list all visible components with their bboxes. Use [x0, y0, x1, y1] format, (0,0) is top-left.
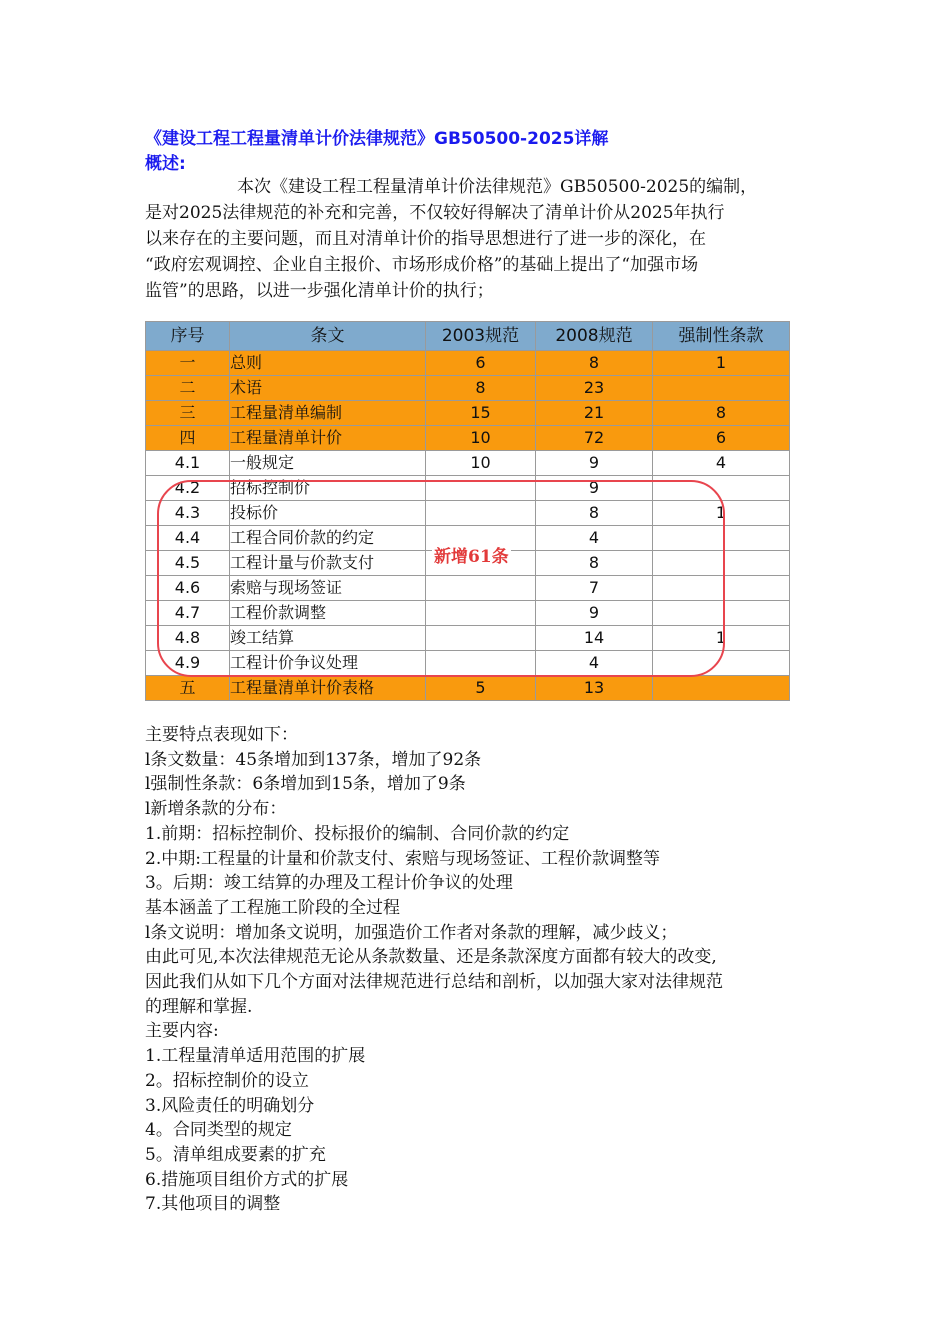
table-cell: 8 — [536, 551, 653, 576]
table-cell: 10 — [426, 451, 536, 476]
table-cell: 5 — [426, 676, 536, 701]
table-cell — [426, 651, 536, 676]
table-cell — [653, 676, 790, 701]
table-cell — [426, 601, 536, 626]
body-line: 5。清单组成要素的扩充 — [145, 1144, 326, 1165]
table-cell: 4.3 — [146, 501, 230, 526]
table-cell: 工程计量与价款支付 — [230, 551, 426, 576]
body-line: 4。合同类型的规定 — [145, 1120, 292, 1141]
table-cell: 4.6 — [146, 576, 230, 601]
body-line: 7.其他项目的调整 — [145, 1194, 281, 1215]
table-cell: 竣工结算 — [230, 626, 426, 651]
spec-comparison-table-image — [145, 321, 789, 706]
table-cell: 总则 — [230, 351, 426, 376]
body-line: l新增条款的分布： — [145, 799, 287, 820]
body-line: 的理解和掌握. — [145, 996, 253, 1017]
header-cell: 2008规范 — [536, 322, 653, 351]
table-cell — [653, 526, 790, 551]
table-cell — [653, 651, 790, 676]
table-row — [146, 651, 790, 676]
table-row — [146, 501, 790, 526]
table-cell: 1 — [653, 626, 790, 651]
new-items-annotation: 新增61条 — [432, 542, 511, 567]
table-cell: 一 — [146, 351, 230, 376]
table-cell: 7 — [536, 576, 653, 601]
table-cell: 二 — [146, 376, 230, 401]
intro-line: “政府宏观调控、企业自主报价、市场形成价格”的基础上提出了“加强市场 — [145, 255, 699, 275]
body-line: 基本涵盖了工程施工阶段的全过程 — [145, 897, 400, 918]
table-cell: 工程量清单计价表格 — [230, 676, 426, 701]
table-row — [146, 351, 790, 376]
table-cell: 工程价款调整 — [230, 601, 426, 626]
table-cell: 4.9 — [146, 651, 230, 676]
table-cell: 72 — [536, 426, 653, 451]
header-cell: 条文 — [230, 322, 426, 351]
table-cell: 4.4 — [146, 526, 230, 551]
table-cell — [426, 476, 536, 501]
table-row — [146, 476, 790, 501]
body-line: 2。招标控制价的设立 — [145, 1070, 309, 1091]
table-cell: 8 — [653, 401, 790, 426]
table-row — [146, 451, 790, 476]
body-line: 由此可见,本次法律规范无论从条款数量、还是条款深度方面都有较大的改变, — [145, 947, 717, 968]
table-row — [146, 626, 790, 651]
body-line: 主要内容: — [145, 1021, 219, 1042]
document-title: 《建设工程工程量清单计价法律规范》GB50500-2025详解 — [145, 129, 609, 149]
table-cell: 4.2 — [146, 476, 230, 501]
table-cell: 15 — [426, 401, 536, 426]
table-cell: 4 — [536, 526, 653, 551]
table-cell: 工程计价争议处理 — [230, 651, 426, 676]
spec-comparison-table — [145, 321, 790, 701]
header-cell: 强制性条款 — [653, 322, 790, 351]
intro-line: 监管”的思路，以进一步强化清单计价的执行； — [145, 281, 494, 301]
body-text — [145, 723, 805, 1217]
body-line: 因此我们从如下几个方面对法律规范进行总结和剖析，以加强大家对法律规范 — [145, 972, 723, 993]
table-cell: 8 — [426, 376, 536, 401]
table-cell: 8 — [536, 351, 653, 376]
intro-line: 本次《建设工程工程量清单计价法律规范》GB50500-2025的编制， — [237, 177, 758, 197]
table-cell — [426, 501, 536, 526]
table-cell: 13 — [536, 676, 653, 701]
table-cell: 10 — [426, 426, 536, 451]
body-line: 1.前期：招标控制价、投标报价的编制、合同价款的约定 — [145, 823, 570, 844]
table-cell: 9 — [536, 476, 653, 501]
table-cell: 6 — [653, 426, 790, 451]
table-cell: 14 — [536, 626, 653, 651]
body-line: 2.中期:工程量的计量和价款支付、索赔与现场签证、工程价款调整等 — [145, 848, 660, 869]
table-row — [146, 376, 790, 401]
body-line: 1.工程量清单适用范围的扩展 — [145, 1046, 366, 1067]
body-line: 主要特点表现如下： — [145, 725, 298, 745]
intro-line: 是对2025法律规范的补充和完善，不仅较好得解决了清单计价从2025年执行 — [145, 203, 725, 223]
table-cell — [653, 376, 790, 401]
table-cell: 4.5 — [146, 551, 230, 576]
body-line: 3.风险责任的明确划分 — [145, 1095, 315, 1116]
table-cell: 招标控制价 — [230, 476, 426, 501]
table-cell: 1 — [653, 351, 790, 376]
table-cell: 4.7 — [146, 601, 230, 626]
table-cell: 9 — [536, 451, 653, 476]
table-cell: 4.1 — [146, 451, 230, 476]
table-cell: 索赔与现场签证 — [230, 576, 426, 601]
intro-line: 以来存在的主要问题，而且对清单计价的指导思想进行了进一步的深化，在 — [145, 229, 706, 249]
body-line: l强制性条款：6条增加到15条，增加了9条 — [145, 774, 466, 795]
table-cell — [653, 476, 790, 501]
table-cell: 9 — [536, 601, 653, 626]
table-row — [146, 676, 790, 701]
table-row — [146, 601, 790, 626]
table-cell: 1 — [653, 501, 790, 526]
table-cell: 四 — [146, 426, 230, 451]
table-cell: 术语 — [230, 376, 426, 401]
body-line: 3。后期：竣工结算的办理及工程计价争议的处理 — [145, 873, 513, 894]
header-cell: 2003规范 — [426, 322, 536, 351]
table-cell: 4.8 — [146, 626, 230, 651]
table-cell — [653, 601, 790, 626]
table-cell: 8 — [536, 501, 653, 526]
table-cell: 一般规定 — [230, 451, 426, 476]
intro-paragraph — [145, 174, 805, 304]
table-row — [146, 426, 790, 451]
table-cell — [653, 551, 790, 576]
overview-heading: 概述: — [145, 154, 186, 174]
table-row — [146, 401, 790, 426]
table-header-row — [146, 322, 790, 351]
body-line: 6.措施项目组价方式的扩展 — [145, 1169, 349, 1190]
table-cell — [426, 626, 536, 651]
header-cell: 序号 — [146, 322, 230, 351]
table-cell — [426, 576, 536, 601]
table-cell: 6 — [426, 351, 536, 376]
table-cell: 工程量清单计价 — [230, 426, 426, 451]
body-line: l条文数量：45条增加到137条，增加了92条 — [145, 749, 482, 770]
table-row — [146, 576, 790, 601]
table-cell — [653, 576, 790, 601]
table-cell: 工程量清单编制 — [230, 401, 426, 426]
table-cell: 21 — [536, 401, 653, 426]
body-line: l条文说明：增加条文说明，加强造价工作者对条款的理解，减少歧义； — [145, 922, 678, 943]
table-cell: 23 — [536, 376, 653, 401]
table-cell: 4 — [536, 651, 653, 676]
table-cell: 4 — [653, 451, 790, 476]
table-cell: 工程合同价款的约定 — [230, 526, 426, 551]
table-cell: 投标价 — [230, 501, 426, 526]
table-cell: 三 — [146, 401, 230, 426]
table-cell: 五 — [146, 676, 230, 701]
